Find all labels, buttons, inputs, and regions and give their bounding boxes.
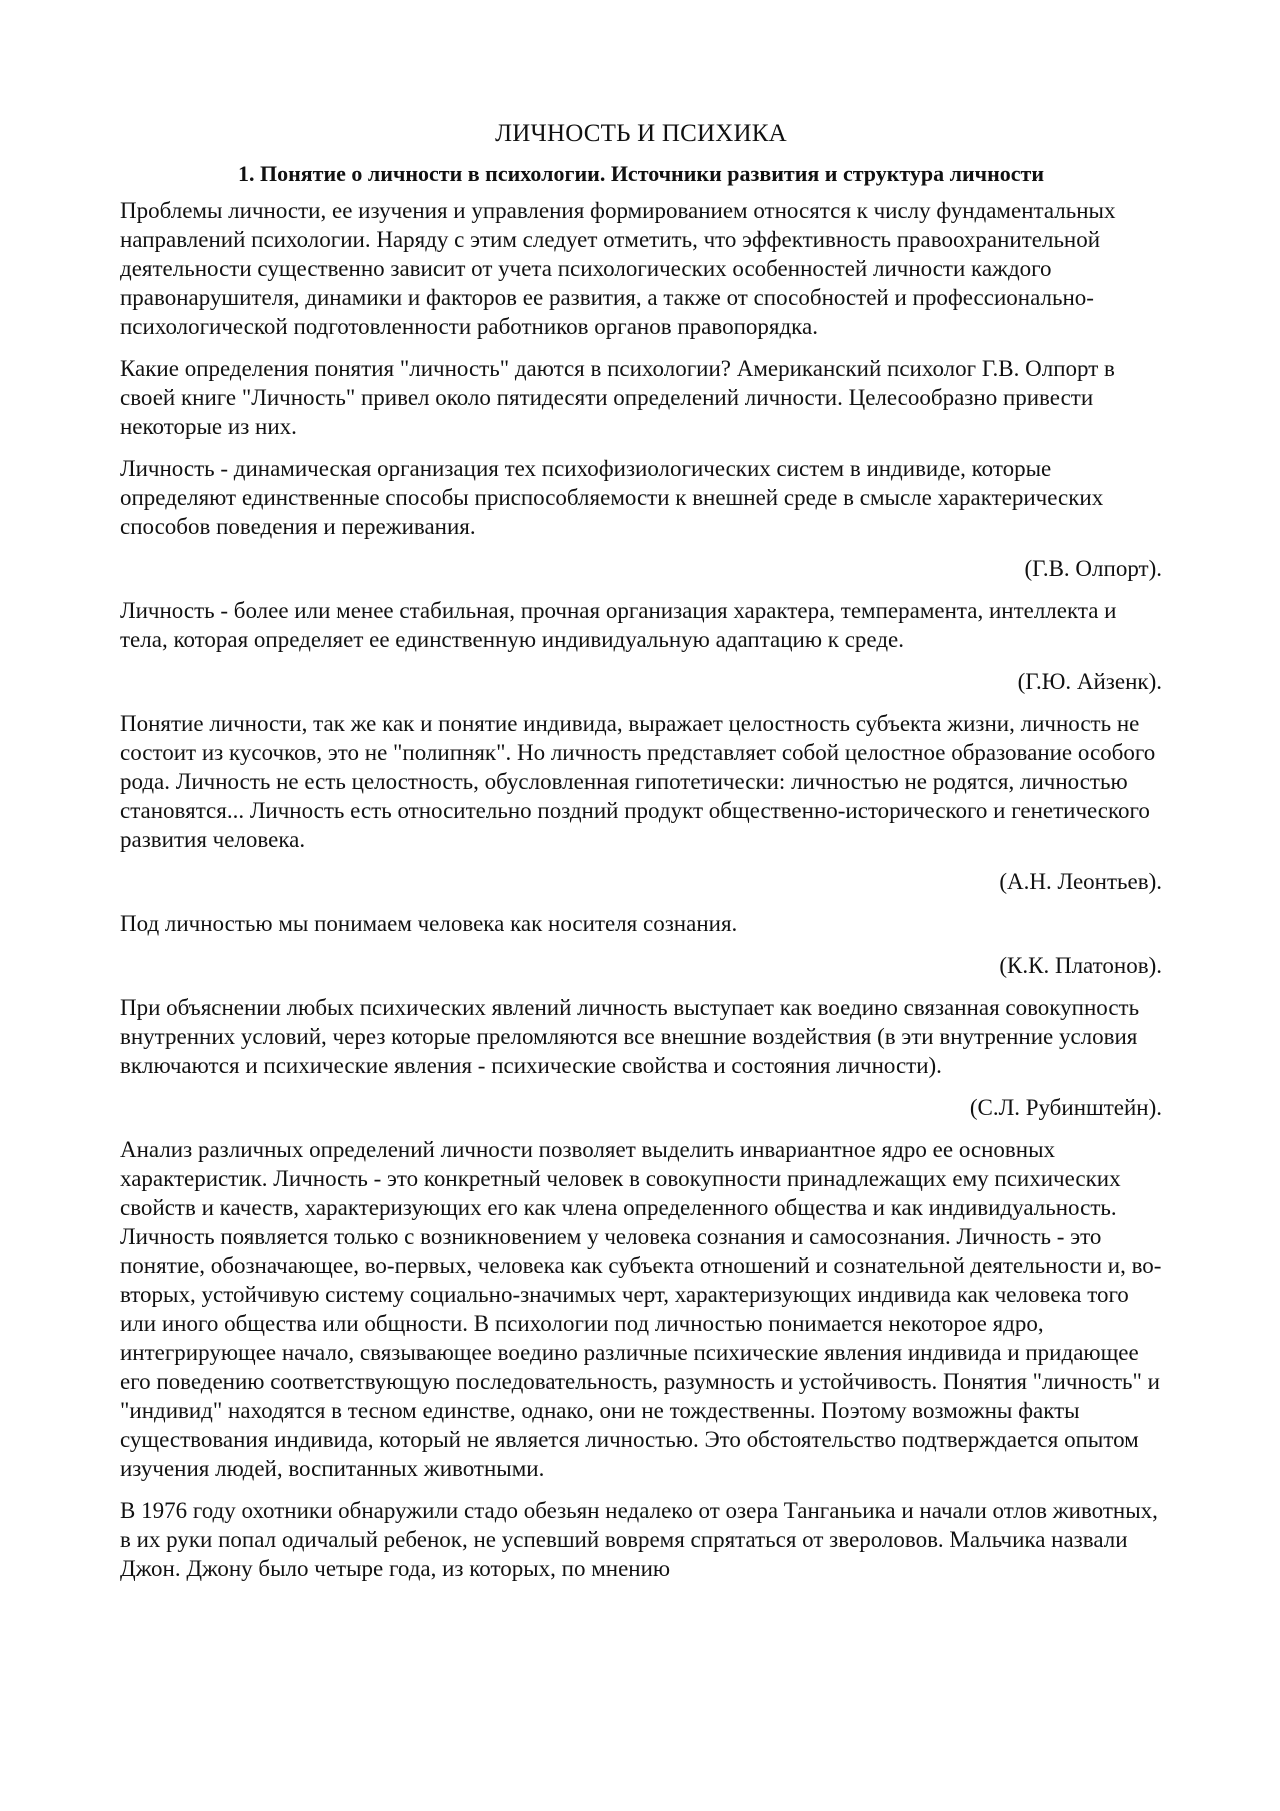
document-title: ЛИЧНОСТЬ И ПСИХИКА (495, 120, 787, 147)
definition-paragraph: Под личностью мы понимаем человека как носителя сознания. (120, 911, 738, 936)
citation-attribution: (К.К. Платонов). (999, 953, 1162, 978)
paragraph: Проблемы личности, ее изучения и управления формированием относятся к числу фундаментальных направлений психологии. Наряду с этим следует отметить, что эффективность правоохранительной деятельности существенно зависит от учета психологических особенностей личности каждого правонарушителя, динамики и факторов ее развития, а также от способностей и профессионально-психологической подготовленности работников органов правопорядка. (120, 198, 1116, 339)
citation-attribution: (Г.В. Олпорт). (1024, 556, 1162, 581)
paragraph: Анализ различных определений личности позволяет выделить инвариантное ядро ее основных характеристик. Личность - это конкретный человек в совокупности принадлежащих ему психических свойств и качеств, характеризующих его как члена определенного общества и как индивидуальность. Личность появляется только с возникновением у человека сознания и самосознания. Личность - это понятие, обозначающее, во-первых, человека как субъекта отношений и сознательной деятельности и, во-вторых, устойчивую систему социально-значимых черт, характеризующих индивида как человека того или иного общества или общности. В психологии под личностью понимается некоторое ядро, интегрирующее начало, связывающее воедино различные психические явления индивида и придающее его поведению соответствующую последовательность, разумность и устойчивость. Понятия "личность" и "индивид" находятся в тесном единстве, однако, они не тождественны. Поэтому возможны факты существования индивида, который не является личностью. Это обстоятельство подтверждается опытом изучения людей, воспитанных животными. (120, 1137, 1162, 1481)
paragraph: Какие определения понятия "личность" даются в психологии? Американский психолог Г.В. Олпорт в своей книге "Личность" привел около пятидесяти определений личности. Целесообразно привести некоторые из них. (120, 356, 1115, 439)
citation-attribution: (А.Н. Леонтьев). (999, 869, 1162, 894)
citation-attribution: (Г.Ю. Айзенк). (1017, 669, 1162, 694)
definition-paragraph: При объяснении любых психических явлений личность выступает как воедино связанная совокупность внутренних условий, через которые преломляются все внешние воздействия (в эти внутренние условия включаются и психические явления - психические свойства и состояния личности). (120, 995, 1140, 1078)
definition-paragraph: Понятие личности, так же как и понятие индивида, выражает целостность субъекта жизни, личность не состоит из кусочков, это не "полипняк". Но личность представляет собой целостное образование особого рода. Личность не есть целостность, обусловленная гипотетически: личностью не родятся, личностью становятся... Личность есть относительно поздний продукт общественно-исторического и генетического развития человека. (120, 711, 1156, 852)
paragraph: В 1976 году охотники обнаружили стадо обезьян недалеко от озера Танганьика и начали отлов животных, в их руки попал одичалый ребенок, не успевший вовремя спрятаться от звероловов. Мальчика назвали Джон. Джону было четыре года, из которых, по мнению (120, 1498, 1158, 1581)
citation-attribution: (С.Л. Рубинштейн). (969, 1095, 1162, 1120)
document-page (120, 118, 1162, 1596)
definition-paragraph: Личность - динамическая организация тех психофизиологических систем в индивиде, которые определяют единственные способы приспособляемости к внешней среде в смысле характерических способов поведения и переживания. (120, 456, 1104, 539)
definition-paragraph: Личность - более или менее стабильная, прочная организация характера, темперамента, интеллекта и тела, которая определяет ее единственную индивидуальную адаптацию к среде. (120, 598, 1117, 652)
section-heading: 1. Понятие о личности в психологии. Источники развития и структура личности (237, 161, 1045, 186)
